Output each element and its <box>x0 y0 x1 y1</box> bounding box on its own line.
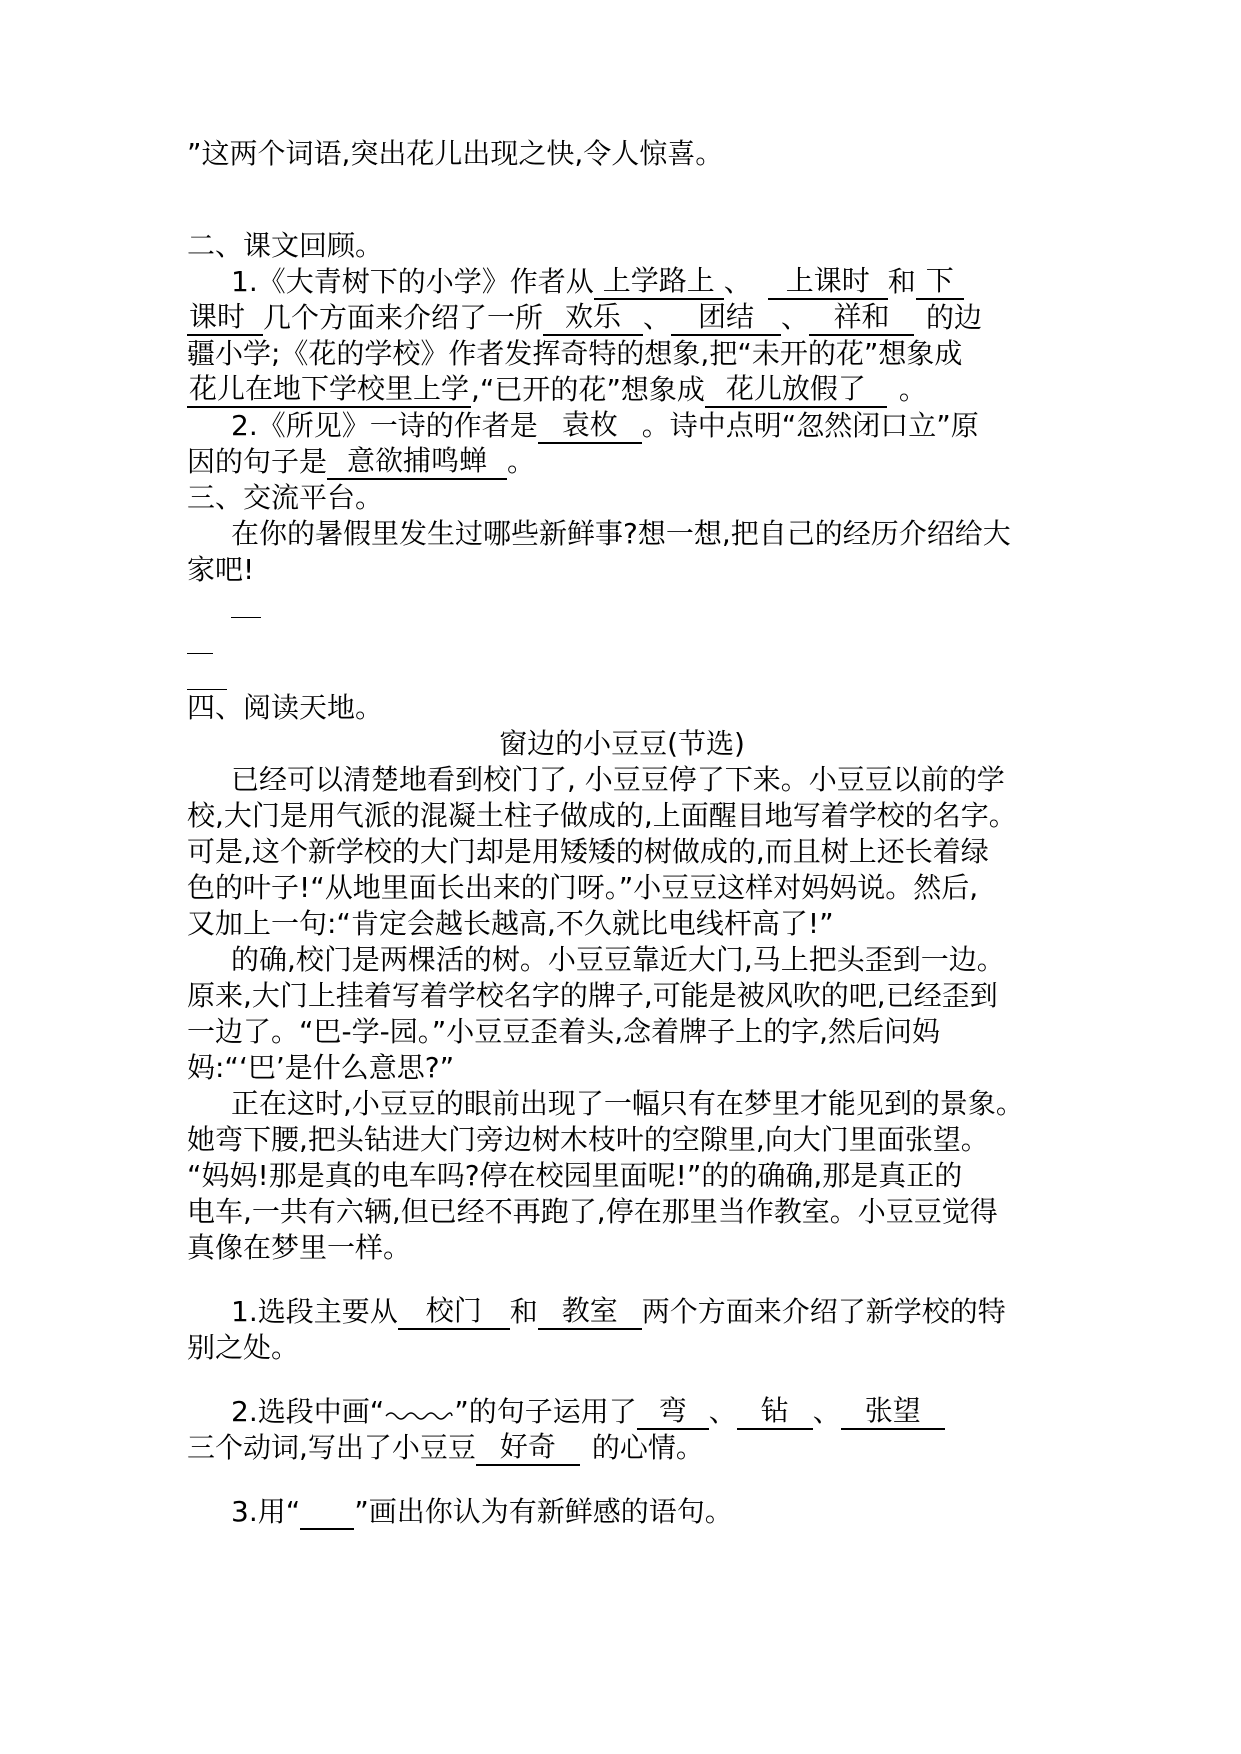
answer-blank: 花儿在地下学校里上学 <box>187 374 471 408</box>
section2-q2-line2 <box>187 444 1057 480</box>
text: 2.选段中画“ <box>231 1395 385 1428</box>
intro-line: ”这两个词语,突出花儿出现之快,令人惊喜。 <box>187 137 724 170</box>
passage-line: 妈:“‘巴’是什么意思?” <box>187 1051 455 1084</box>
text: 三个动词,写出了小豆豆 <box>187 1431 476 1464</box>
text: 的心情。 <box>591 1431 704 1464</box>
text: 。 <box>507 445 536 478</box>
answer-blank: 花儿放假了 <box>705 374 887 408</box>
writing-rule <box>231 597 261 618</box>
passage-line: 可是,这个新学校的大门却是用矮矮的树做成的,而且树上还长着绿 <box>187 835 989 868</box>
worksheet-page <box>187 136 1057 1530</box>
text: 和 <box>509 1295 538 1328</box>
writing-rule <box>187 633 213 654</box>
passage-line: 又加上一句:“肯定会越长越高,不久就比电线杆高了!” <box>187 907 834 940</box>
answer-blank: 意欲捕鸣蝉 <box>327 446 507 480</box>
passage-line: 校,大门是用气派的混凝土柱子做成的,上面醒目地写着学校的名字。 <box>187 799 1017 832</box>
section4-q1-line1 <box>187 1294 1057 1330</box>
answer-blank: 教室 <box>538 1296 642 1330</box>
answer-blank: 团结 <box>671 302 781 336</box>
passage-line: 一边了。“巴-学-园。”小豆豆歪着头,念着牌子上的字,然后问妈 <box>187 1015 941 1048</box>
spacer <box>187 1366 1057 1394</box>
passage-line: 原来,大门上挂着写着学校名字的牌子,可能是被风吹的吧,已经歪到 <box>187 979 998 1012</box>
answer-blank: 钻 <box>737 1396 813 1430</box>
answer-blank: 弯 <box>637 1396 709 1430</box>
text: 。诗中点明“忽然闭口立”原 <box>641 409 979 442</box>
section2-q1-line3: 疆小学;《花的学校》作者发挥奇特的想象,把“未开的花”想象成 <box>187 337 963 370</box>
section4-q1-line2: 别之处。 <box>187 1331 300 1364</box>
passage-line: 真像在梦里一样。 <box>187 1231 412 1264</box>
section4-q2-line2 <box>187 1430 1057 1466</box>
separator: 、 <box>781 301 810 334</box>
text: 和 <box>887 265 916 298</box>
passage-line: 正在这时,小豆豆的眼前出现了一幅只有在梦里才能见到的景象。 <box>231 1087 1024 1120</box>
answer-blank: 下 <box>916 266 964 300</box>
section3-text-line2: 家吧! <box>187 553 255 586</box>
section4-q3-line1 <box>187 1494 1057 1530</box>
section4-heading: 四、阅读天地。 <box>187 691 384 724</box>
writing-line <box>187 660 1057 690</box>
text: 1.《大青树下的小学》作者从 <box>231 265 594 298</box>
spacer <box>187 1466 1057 1494</box>
answer-blank: 校门 <box>398 1296 510 1330</box>
answer-blank: 袁枚 <box>538 410 642 444</box>
writing-rule <box>187 669 227 690</box>
text: 2.《所见》一诗的作者是 <box>231 409 538 442</box>
section4-q2-line1 <box>187 1394 1057 1430</box>
passage-line: 电车,一共有六辆,但已经不再跑了,停在那里当作教室。小豆豆觉得 <box>187 1195 998 1228</box>
section3-text-line1: 在你的暑假里发生过哪些新鲜事?想一想,把自己的经历介绍给大 <box>231 517 1011 550</box>
answer-blank: 张望 <box>841 1396 945 1430</box>
answer-blank: 祥和 <box>809 302 914 336</box>
answer-blank: 上课时 <box>768 266 888 300</box>
passage-title: 窗边的小豆豆(节选) <box>499 727 745 760</box>
answer-blank: 上学路上 <box>594 266 724 300</box>
answer-blank: 课时 <box>187 302 247 336</box>
separator: 、 <box>708 1395 737 1428</box>
passage-line: 的确,校门是两棵活的树。小豆豆靠近大门,马上把头歪到一边。 <box>231 943 1005 976</box>
separator: 、 <box>812 1395 841 1428</box>
passage-line: 她弯下腰,把头钻进大门旁边树木枝叶的空隙里,向大门里面张望。 <box>187 1123 989 1156</box>
section2-q1-line1 <box>187 264 1057 300</box>
text: 几个方面来介绍了一所 <box>263 301 544 334</box>
spacer <box>187 1266 1057 1294</box>
spacer <box>187 172 1057 228</box>
passage-line: “妈妈!那是真的电车吗?停在校园里面呢!”的的确确,那是真正的 <box>187 1159 963 1192</box>
section2-q2-line1 <box>187 408 1057 444</box>
wavy-underline-icon <box>384 1404 454 1422</box>
section2-q1-line4 <box>187 372 1057 408</box>
section3-heading: 三、交流平台。 <box>187 481 384 514</box>
section2-q1-line2 <box>187 300 1057 336</box>
text: ,“已开的花”想象成 <box>471 373 705 406</box>
answer-blank: 欢乐 <box>543 302 643 336</box>
writing-line <box>187 588 1057 624</box>
passage-line: 已经可以清楚地看到校门了, 小豆豆停了下来。小豆豆以前的学 <box>231 763 1005 796</box>
text: 3.用“ <box>231 1495 301 1528</box>
section2-heading: 二、课文回顾。 <box>187 229 384 262</box>
straight-underline-sample <box>300 1500 354 1530</box>
separator: 、 <box>723 265 752 298</box>
text: 因的句子是 <box>187 445 328 478</box>
writing-line <box>187 624 1057 660</box>
text: 两个方面来介绍了新学校的特 <box>641 1295 1006 1328</box>
separator: 、 <box>643 301 672 334</box>
passage-line: 色的叶子!“从地里面长出来的门呀。”小豆豆这样对妈妈说。然后, <box>187 871 979 904</box>
text: ”的句子运用了 <box>454 1395 637 1428</box>
answer-blank: 好奇 <box>476 1432 580 1466</box>
text: 。 <box>898 373 927 406</box>
text: ”画出你认为有新鲜感的语句。 <box>354 1495 733 1528</box>
text: 的边 <box>926 301 983 334</box>
text: 1.选段主要从 <box>231 1295 398 1328</box>
